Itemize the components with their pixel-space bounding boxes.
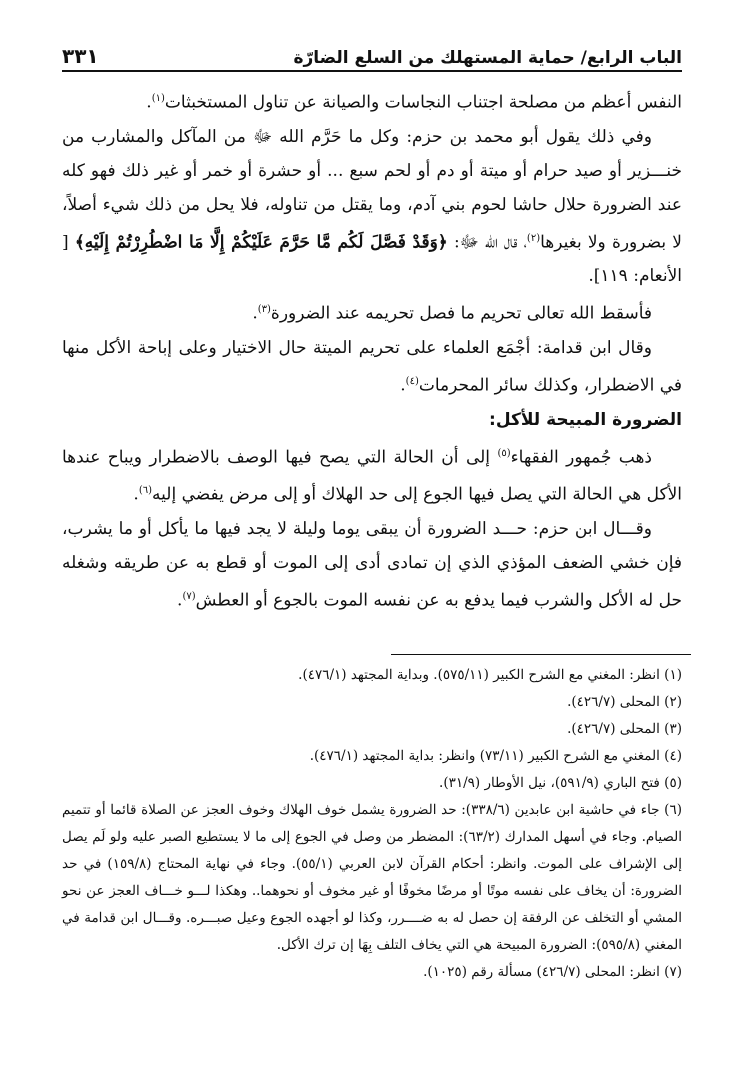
footnote-ref-3: (٣) xyxy=(257,304,271,316)
paragraph-6-text: وقـــال ابن حزم: حـــد الضرورة أن يبقى يوما وليلة لا يجد فيها ما يأكل أو ما يشرب، فإن خشي الضعف المؤذي الذي إن تمادى أدى إلى الموت أو قطع به عن طريقه وشغله حل له الأكل والشرب فيما يدفع به عن نفسه الموت بالجوع أو العطش xyxy=(62,518,682,611)
paragraph-2-text-c: [ الأنعام: ١١٩]. xyxy=(62,232,682,287)
paragraph-1: النفس أعظم من مصلحة اجتناب النجاسات والصيانة عن تناول المستخبثات$^{(١)}$. xyxy=(146,92,682,113)
footnote-2: (٢) المحلى (٤٢٦/٧). xyxy=(567,694,682,710)
chapter-title: الباب الرابع/ حماية المستهلك من السلع الضارّة xyxy=(293,48,682,68)
footnotes xyxy=(62,662,682,986)
section-heading: الضرورة المبيحة للأكل: xyxy=(489,409,682,430)
paragraph-5-text-a: ذهب جُمهور الفقهاء xyxy=(510,447,653,468)
footnote-3: (٣) المحلى (٤٢٦/٧). xyxy=(567,721,682,737)
footnote-6: (٦) جاء في حاشية ابن عابدين (٣٣٨/٦): حد الضرورة يشمل خوف الهلاك وخوف العجز عن الصلاة قائما أو تتميم الصيام. وجاء في أسهل المدارك (٦٣/٢): المضطر من وصل في الجوع إلى ما لا يستطيع الصبر عليه ولو لَم يصل إلى الإشراف على الموت. وانظر: أحكام القرآن لابن العربي (٥٥/١). وجاء في نهاية المحتاج (١٥٩/٨) في حد الضرورة: أن يخاف على نفسه موتًا أو مرضًا مخوفًا أو غير مخوف أو نحوهما.. وهكذا لـــو خـــاف العجز عن نحو المشي أو التخلف عن الرفقة إن حصل له به ضــــرر، وكذا لو أجهده الجوع وعيل صبـــره. وقـــال ابن قدامة في المغني (٥٩٥/٨): الضرورة المبيحة هي التي يخاف التلف بِهَا إن ترك الأكل. xyxy=(62,802,682,953)
footnote-ref-4: (٤) xyxy=(405,375,419,387)
paragraph-5: ذهب جُمهور الفقهاء$^{(٥)}$ إلى أن الحالة التي يصح فيها الوصف بالاضطرار ويباح عندها الأكل هي الحالة التي يصل فيها الجوع إلى حد الهلاك أو إلى مرض يفضي إليه$^{(٦)}$. xyxy=(62,447,682,505)
footnote-ref-2: (٢) xyxy=(526,232,541,244)
paragraph-2 xyxy=(62,120,682,294)
footnote-divider xyxy=(391,654,691,655)
paragraph-2-text-a: وفي ذلك يقول أبو محمد بن حزم: وكل ما حَرَّم الله ﷻ من المآكل والمشارب من خنـــزير أو صيد حرام أو ميتة أو دم أو لحم سبع ... أو حشرة أو خمر أو غير ذلك فهو كله عند الضرورة حلال حاشا لحوم بني آدم، وما يقتل من تناوله، فلا يحل من ذلك شيء أصلاً، لا بضرورة ولا بغيرها xyxy=(62,126,682,253)
paragraph-2-text-b: ، قال الله ﷻ: xyxy=(447,232,527,253)
footnote-7: (٧) انظر: المحلى (٤٢٦/٧) مسألة رقم (١٠٢٥). xyxy=(423,964,682,980)
main-text xyxy=(62,82,682,618)
paragraph-4-text: وقال ابن قدامة: أجْمَع العلماء على تحريم الميتة حال الاختيار وعلى إباحة الأكل منها في الاضطرار، وكذلك سائر المحرمات xyxy=(62,337,682,396)
paragraph-1-text: النفس أعظم من مصلحة اجتناب النجاسات والصيانة عن تناول المستخبثات xyxy=(164,92,682,113)
footnote-1: (١) انظر: المغني مع الشرح الكبير (٥٧٥/١١). وبداية المجتهد (٤٧٦/١). xyxy=(298,667,682,683)
paragraph-3-text: فأسقط الله تعالى تحريم ما فصل تحريمه عند الضرورة xyxy=(270,303,652,324)
page-number: ٣٣١ xyxy=(62,44,99,68)
footnote-4: (٤) المغني مع الشرح الكبير (٧٣/١١) وانظر: بداية المجتهد (٤٧٦/١). xyxy=(309,748,682,764)
running-header xyxy=(62,40,682,72)
footnote-ref-5: (٥) xyxy=(497,447,511,459)
quran-verse: ﴿وَقَدْ فَصَّلَ لَكُم مَّا حَرَّمَ عَلَيْكُمْ إِلَّا مَا اضْطُرِرْتُمْ إِلَيْهِ﴾ xyxy=(74,232,448,253)
paragraph-3: فأسقط الله تعالى تحريم ما فصل تحريمه عند الضرورة$^{(٣)}$. xyxy=(252,303,652,324)
footnote-5: (٥) فتح الباري (٥٩١/٩)، نيل الأوطار (٣١/٩). xyxy=(439,775,682,791)
paragraph-4: وقال ابن قدامة: أجْمَع العلماء على تحريم الميتة حال الاختيار وعلى إباحة الأكل منها في الاضطرار، وكذلك سائر المحرمات$^{(٤)}$. xyxy=(62,337,682,396)
footnote-ref-6: (٦) xyxy=(138,485,153,497)
footnote-ref-7: (٧) xyxy=(182,590,196,602)
footnote-ref-1: (١) xyxy=(151,93,165,104)
paragraph-5-text-b: إلى أن الحالة التي يصح فيها الوصف بالاضطرار ويباح عندها الأكل هي الحالة التي يصل فيها الجوع إلى حد الهلاك أو إلى مرض يفضي إليه xyxy=(62,447,682,505)
paragraph-6: وقـــال ابن حزم: حـــد الضرورة أن يبقى يوما وليلة لا يجد فيها ما يأكل أو ما يشرب، فإن خشي الضعف المؤذي الذي إن تمادى أدى إلى الموت أو قطع به عن طريقه وشغله حل له الأكل والشرب فيما يدفع به عن نفسه الموت بالجوع أو العطش$^{(٧)}$. xyxy=(62,518,682,611)
